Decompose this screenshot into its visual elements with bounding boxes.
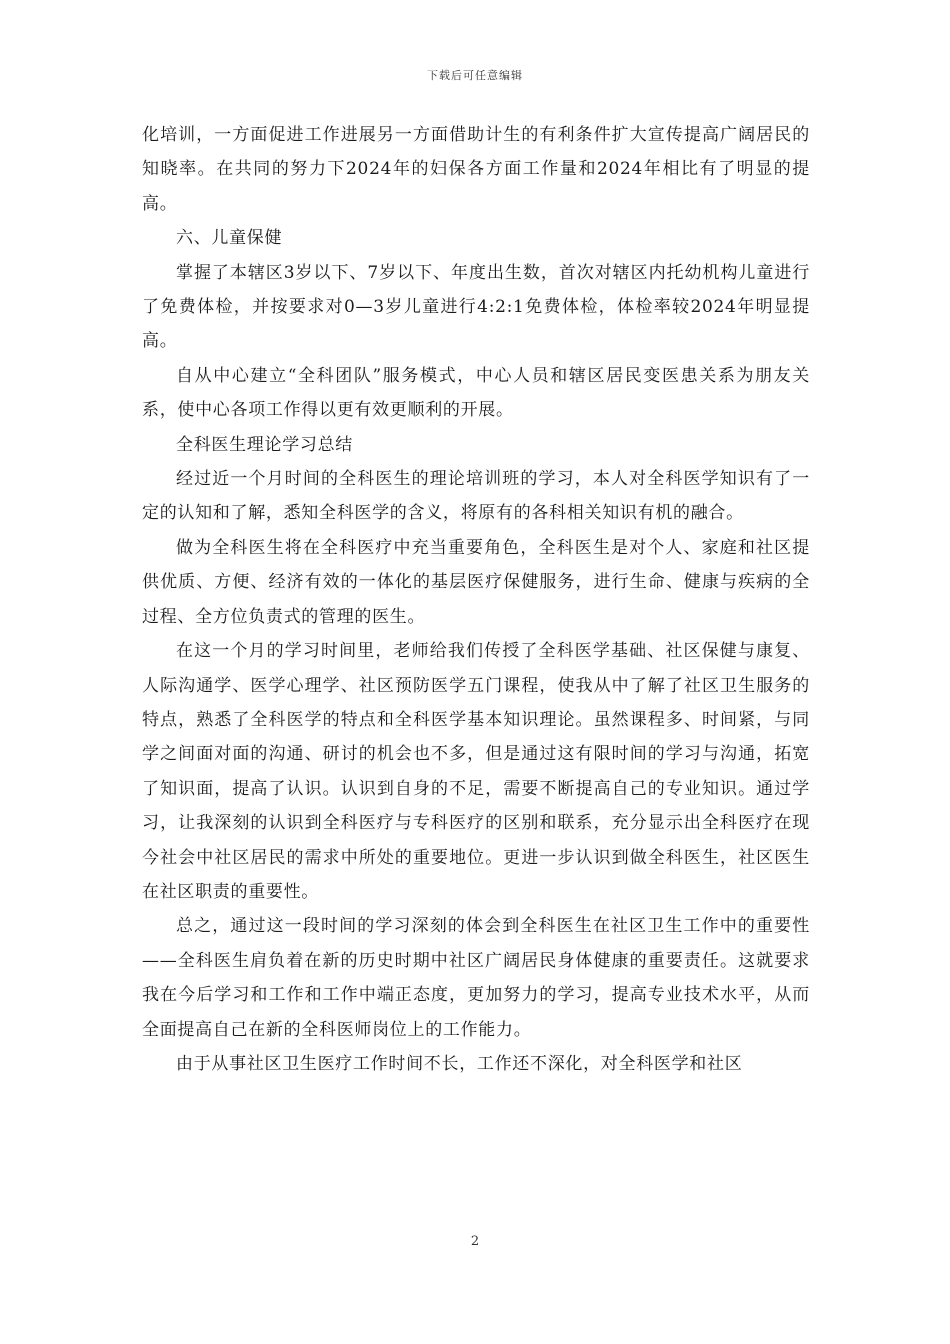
paragraph: 自从中心建立“全科团队”服务模式，中心人员和辖区居民变医患关系为朋友关系，使中心各项工作得以更有效更顺利的开展。 xyxy=(142,365,810,421)
paragraph: 经过近一个月时间的全科医生的理论培训班的学习，本人对全科医学知识有了一定的认知和了解，悉知全科医学的含义，将原有的各科相关知识有机的融合。 xyxy=(142,469,810,524)
page-number: 2 xyxy=(470,1234,480,1249)
section-heading-study-summary: 全科医生理论学习总结 xyxy=(176,434,353,455)
paragraph-continuation: 化培训，一方面促进工作进展另一方面借助计生的有利条件扩大宣传提高广阔居民的知晓率。在共同的努力下2024年的妇保各方面工作量和2024年相比有了明显的提高。 xyxy=(142,125,810,214)
paragraph: 在这一个月的学习时间里，老师给我们传授了全科医学基础、社区保健与康复、人际沟通学、医学心理学、社区预防医学五门课程，使我从中了解了社区卫生服务的特点，熟悉了全科医学的特点和全科医学基本知识理论。虽然课程多、时间紧，与同学之间面对面的沟通、研讨的机会也不多，但是通过这有限时间的学习与沟通，拓宽了知识面，提高了认识。认识到自身的不足，需要不断提高自己的专业知识。通过学习，让我深刻的认识到全科医疗与专科医疗的区别和联系，充分显示出全科医疗在现今社会中社区居民的需求中所处的重要地位。更进一步认识到做全科医生，社区医生在社区职责的重要性。 xyxy=(142,641,810,902)
page-header: 下载后可任意编辑 xyxy=(427,69,523,82)
document-body xyxy=(142,118,810,1081)
paragraph: 做为全科医生将在全科医疗中充当重要角色，全科医生是对个人、家庭和社区提供优质、方便、经济有效的一体化的基层医疗保健服务，进行生命、健康与疾病的全过程、全方位负责式的管理的医生。 xyxy=(142,537,810,627)
paragraph: 由于从事社区卫生医疗工作时间不长，工作还不深化，对全科医学和社区 xyxy=(176,1053,743,1074)
section-heading-child-health: 六、儿童保健 xyxy=(176,228,283,249)
paragraph: 掌握了本辖区3岁以下、7岁以下、年度出生数，首次对辖区内托幼机构儿童进行了免费体检，并按要求对0—3岁儿童进行4:2:1免费体检，体检率较2024年明显提高。 xyxy=(142,262,810,352)
paragraph: 总之，通过这一段时间的学习深刻的体会到全科医生在社区卫生工作中的重要性——全科医生肩负着在新的历史时期中社区广阔居民身体健康的重要责任。这就要求我在今后学习和工作和工作中端正态度，更加努力的学习，提高专业技术水平，从而全面提高自己在新的全科医师岗位上的工作能力。 xyxy=(142,916,810,1040)
